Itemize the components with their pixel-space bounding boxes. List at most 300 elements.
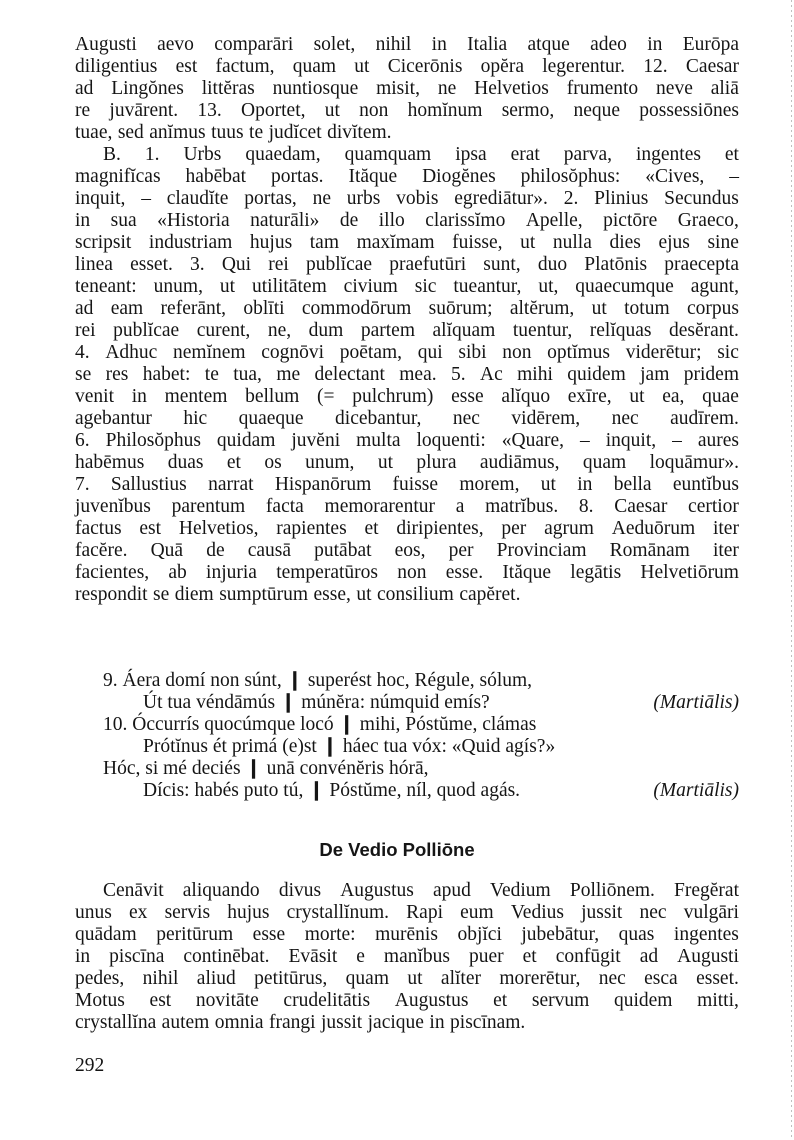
word: relĭquas: [589, 320, 652, 341]
word: ejus: [658, 232, 690, 253]
word: morte:: [304, 924, 356, 945]
word: agunt,: [690, 276, 739, 297]
word: ne: [437, 78, 457, 99]
word: a: [455, 496, 465, 517]
word: Platōnis: [584, 254, 648, 275]
word: agrum: [544, 518, 594, 539]
word: habet:: [142, 364, 191, 385]
word: 7.: [75, 474, 90, 495]
page-edge-shadow: [791, 0, 792, 1140]
word: tuae,: [75, 122, 113, 143]
word: ea,: [662, 386, 685, 407]
text-line: [75, 452, 739, 474]
word: Graeco,: [677, 210, 739, 231]
word: curent,: [196, 320, 251, 341]
word: Diogĕnes: [422, 166, 496, 187]
word: publĭcae: [306, 254, 373, 275]
word: ut: [219, 276, 236, 297]
word: nemĭnem: [173, 342, 246, 363]
word: fuisse,: [452, 232, 503, 253]
word: hujus: [249, 232, 293, 253]
word: cognōvi: [261, 342, 325, 363]
word: facientes,: [75, 562, 150, 583]
word: te: [249, 122, 264, 143]
word: Ităque: [502, 562, 552, 583]
word: esse.: [445, 562, 484, 583]
word: esca: [644, 968, 678, 989]
word: Romānam: [609, 540, 690, 561]
word: 5.: [451, 364, 466, 385]
word: in: [431, 34, 447, 55]
word: esset.: [130, 254, 173, 275]
word: dies: [609, 232, 641, 253]
word: vidērem,: [511, 408, 581, 429]
word: audiāmus,: [479, 452, 560, 473]
word: factum,: [215, 56, 275, 77]
word: suōrum;: [428, 298, 493, 319]
page-number: 292: [75, 1055, 105, 1076]
text-line: [75, 880, 739, 902]
word: –: [672, 430, 682, 451]
word: multa: [356, 430, 401, 451]
word: industriam: [148, 232, 233, 253]
word: Augusti: [677, 946, 739, 967]
word: eam: [110, 298, 144, 319]
word: philosŏphus:: [520, 166, 621, 187]
word: egrediātur».: [454, 188, 548, 209]
word: Sallustius: [110, 474, 187, 495]
word: Helvetios: [474, 78, 549, 99]
word: exīre,: [567, 386, 612, 407]
word: quaedam,: [245, 144, 321, 165]
word: inquit,: [75, 188, 126, 209]
word: divus: [278, 880, 322, 901]
word: bellum: [245, 386, 300, 407]
word: Helvetios,: [178, 518, 259, 539]
section-heading: De Vedio Polliōne: [319, 839, 475, 860]
word: fuisse: [392, 474, 439, 495]
poem-line: [75, 758, 739, 780]
word: aliud: [196, 968, 236, 989]
word: putābat: [314, 540, 372, 561]
word: narrat: [208, 474, 254, 495]
word: tuentur,: [512, 320, 573, 341]
word: desĕrant.: [669, 320, 739, 341]
word: naturāli»: [250, 210, 320, 231]
word: os: [264, 452, 282, 473]
word: eum: [460, 902, 494, 923]
word: et: [724, 144, 739, 165]
text-line: [75, 540, 739, 562]
word: «Quare,: [501, 430, 565, 451]
word: corpus: [686, 298, 739, 319]
poem-attribution: (Martiālis): [653, 692, 739, 713]
word: «Cives,: [645, 166, 705, 187]
word: opĕra: [480, 56, 524, 77]
text-line: [75, 56, 739, 78]
story-text-block: [75, 880, 739, 1034]
word: pulchrum): [352, 386, 434, 407]
word: petitūrus,: [254, 968, 328, 989]
word: (=: [316, 386, 335, 407]
word: dicebantur,: [335, 408, 422, 429]
word: urbs: [346, 188, 381, 209]
word: crystallĭnum.: [286, 902, 389, 923]
word: et: [226, 452, 241, 473]
word: mentem: [164, 386, 228, 407]
word: agebantur: [75, 408, 152, 429]
word: ut: [629, 386, 645, 407]
word: sine: [707, 232, 739, 253]
word: ipsa: [455, 144, 487, 165]
word: Urbs: [183, 144, 222, 165]
word: se: [153, 584, 170, 605]
text-line: [75, 210, 739, 232]
word: ab: [168, 562, 187, 583]
word: neque: [573, 100, 621, 121]
word: nec: [639, 902, 667, 923]
word: juvĕni: [291, 430, 341, 451]
word: puer: [469, 946, 504, 967]
word: objĭci: [457, 924, 502, 945]
word: ingentes: [635, 144, 701, 165]
word: ad: [75, 78, 94, 99]
text-line: [75, 584, 739, 606]
word: portas,: [244, 188, 297, 209]
word: audīrem.: [670, 408, 739, 429]
word: linea: [75, 254, 113, 275]
text-line: [75, 342, 739, 364]
main-text-block: [75, 34, 739, 606]
word: sumptūrum: [219, 584, 309, 605]
word: autem: [161, 1012, 210, 1033]
word: poētam,: [339, 342, 403, 363]
word: judĭcet: [268, 122, 322, 143]
word: civium: [343, 276, 398, 297]
text-line: [75, 408, 739, 430]
word: magnifĭcas: [75, 166, 161, 187]
text-line: [75, 386, 739, 408]
word: optĭmus: [547, 342, 611, 363]
word: commodōrum: [301, 298, 412, 319]
word: quidam: [216, 430, 276, 451]
word: temperatūros: [276, 562, 378, 583]
word: injuria: [206, 562, 257, 583]
text-line: [75, 144, 739, 166]
word: sic: [414, 276, 437, 297]
word: clarissĭmo: [425, 210, 506, 231]
word: unus: [75, 902, 112, 923]
word: ingentes: [673, 924, 739, 945]
word: in: [577, 474, 593, 495]
word: non: [502, 342, 532, 363]
word: quam: [292, 56, 337, 77]
text-line: [75, 902, 739, 924]
word: per: [448, 540, 474, 561]
word: res: [105, 364, 129, 385]
word: et: [493, 990, 508, 1011]
word: illo: [378, 210, 405, 231]
text-line: [75, 968, 739, 990]
word: Aeduōrum: [611, 518, 696, 539]
word: hic: [183, 408, 208, 429]
word: continēbat.: [183, 946, 270, 967]
text-line: [75, 990, 739, 1012]
word: possessiōnes: [639, 100, 739, 121]
poem-line: [75, 736, 739, 758]
word: Secundus: [664, 188, 739, 209]
word: re: [75, 100, 91, 121]
text-line: [75, 232, 739, 254]
word: Cenāvit: [103, 880, 164, 901]
word: servis: [164, 902, 211, 923]
poem-verse: 9. Áera domí non súnt, ❙ superést hoc, Régule, sólum,: [103, 670, 533, 691]
word: atque: [527, 34, 570, 55]
word: Quā: [150, 540, 184, 561]
word: rei: [268, 254, 289, 275]
text-line: [75, 924, 739, 946]
word: Helvetiōrum: [640, 562, 739, 583]
word: comparāri: [214, 34, 294, 55]
word: B.: [103, 144, 121, 165]
poem-verse: Út tua véndāmús ❙ múnĕra: númquid emís?: [143, 692, 490, 713]
word: mihi: [517, 364, 553, 385]
word: esse,: [313, 584, 351, 605]
word: Apelle,: [525, 210, 583, 231]
word: certior: [688, 496, 739, 517]
word: Provinciam: [496, 540, 587, 561]
word: morem,: [459, 474, 520, 495]
word: facta: [265, 496, 304, 517]
word: teneant:: [75, 276, 137, 297]
word: Polliōnem.: [569, 880, 655, 901]
word: frangi: [268, 1012, 316, 1033]
word: 8.: [578, 496, 594, 517]
word: mea.: [399, 364, 437, 385]
text-line: [75, 122, 739, 144]
word: piscīna: [109, 946, 165, 967]
word: praefutūri: [389, 254, 467, 275]
word: 12.: [643, 56, 668, 77]
word: eos,: [394, 540, 426, 561]
word: e: [356, 946, 365, 967]
word: pedes,: [75, 968, 125, 989]
word: quae: [702, 386, 739, 407]
word: tueantur,: [453, 276, 522, 297]
word: legerentur.: [542, 56, 626, 77]
word: parva,: [563, 144, 612, 165]
word: ex: [129, 902, 148, 923]
word: aevo: [157, 34, 194, 55]
word: totum: [624, 298, 670, 319]
word: sunt,: [483, 254, 521, 275]
word: est: [175, 56, 198, 77]
text-line: [75, 298, 739, 320]
word: rapientes: [276, 518, 347, 539]
word: est: [149, 990, 172, 1011]
word: vobis: [396, 188, 439, 209]
word: morerētur,: [499, 968, 581, 989]
word: aliquando: [182, 880, 260, 901]
word: homĭnum: [407, 100, 483, 121]
poem-line: [75, 670, 739, 692]
poem-verse: Hóc, si mé deciés ❙ unā convénĕris hórā,: [103, 758, 429, 779]
text-line: [75, 1012, 739, 1034]
word: habēbat: [185, 166, 247, 187]
word: erat: [510, 144, 540, 165]
word: nec: [611, 408, 639, 429]
word: viderētur;: [625, 342, 702, 363]
word: 3.: [190, 254, 205, 275]
word: claudĭte: [166, 188, 229, 209]
word: jussit: [321, 1012, 363, 1033]
word: me: [276, 364, 301, 385]
word: qui: [417, 342, 443, 363]
word: Qui: [221, 254, 252, 275]
word: mitti,: [697, 990, 739, 1011]
word: Rapi: [406, 902, 443, 923]
text-line: [75, 946, 739, 968]
word: causā: [247, 540, 292, 561]
word: Motus: [75, 990, 125, 1011]
word: 2.: [563, 188, 579, 209]
word: unum,: [305, 452, 355, 473]
word: Caesar: [685, 56, 739, 77]
word: habēmus: [75, 452, 145, 473]
word: ne,: [267, 320, 292, 341]
word: tam: [309, 232, 340, 253]
word: nulla: [552, 232, 592, 253]
word: iter: [712, 540, 739, 561]
word: esse: [451, 386, 484, 407]
word: quidem: [613, 990, 673, 1011]
text-line: [75, 496, 739, 518]
word: venit: [75, 386, 114, 407]
word: Vedium: [490, 880, 551, 901]
word: novitāte: [195, 990, 259, 1011]
word: rei: [75, 320, 96, 341]
text-line: [75, 100, 739, 122]
word: parentum: [171, 496, 246, 517]
word: factus: [75, 518, 122, 539]
word: est: [139, 518, 162, 539]
word: Augusti: [75, 34, 137, 55]
word: Ac: [480, 364, 503, 385]
word: euntĭbus: [672, 474, 739, 495]
word: juvenĭbus: [75, 496, 151, 517]
word: loquenti:: [416, 430, 486, 451]
text-line: [75, 254, 739, 276]
word: Caesar: [614, 496, 668, 517]
word: respondit: [75, 584, 148, 605]
word: nihil: [375, 34, 412, 55]
word: consilium: [376, 584, 454, 605]
text-line: [75, 320, 739, 342]
word: quam: [582, 452, 627, 473]
word: divĭtem.: [327, 122, 392, 143]
word: sua: [110, 210, 137, 231]
word: apud: [433, 880, 471, 901]
word: de: [339, 210, 359, 231]
word: esse: [252, 924, 286, 945]
word: quidem: [567, 364, 626, 385]
word: confūgit: [555, 946, 621, 967]
word: dum: [308, 320, 344, 341]
word: capĕret.: [459, 584, 521, 605]
word: tuus: [211, 122, 244, 143]
word: loquāmur».: [649, 452, 739, 473]
poem-line: [75, 692, 739, 714]
word: esset.: [696, 968, 739, 989]
word: Philosŏphus: [105, 430, 201, 451]
word: et: [522, 946, 537, 967]
word: bella: [613, 474, 652, 495]
word: de: [206, 540, 225, 561]
word: Cicerōnis: [387, 56, 463, 77]
word: legātis: [570, 562, 622, 583]
word: nihil: [142, 968, 179, 989]
word: 13.: [197, 100, 222, 121]
word: memorarentur: [324, 496, 435, 517]
word: alĭter: [440, 968, 481, 989]
word: ut: [540, 474, 556, 495]
word: tua,: [233, 364, 262, 385]
word: oblīti: [243, 298, 285, 319]
word: pridem: [683, 364, 739, 385]
word: diripientes,: [396, 518, 484, 539]
word: non: [397, 562, 427, 583]
word: neve: [656, 78, 693, 99]
word: littĕras: [201, 78, 255, 99]
word: quaeque: [238, 408, 304, 429]
word: sic: [717, 342, 739, 363]
word: –: [580, 430, 590, 451]
word: referānt,: [160, 298, 227, 319]
word: ut: [324, 100, 340, 121]
word: Ităque: [348, 166, 398, 187]
word: et: [364, 518, 379, 539]
word: ut: [354, 56, 370, 77]
word: 1.: [144, 144, 160, 165]
word: pictōre: [603, 210, 658, 231]
word: vulgāri: [683, 902, 739, 923]
word: quas: [618, 924, 655, 945]
word: sibi: [458, 342, 487, 363]
word: Hispanōrum: [274, 474, 372, 495]
word: in: [75, 210, 91, 231]
word: praecepta: [664, 254, 739, 275]
word: Lingŏnes: [111, 78, 184, 99]
word: Italia: [467, 34, 508, 55]
word: matrĭbus.: [485, 496, 559, 517]
word: se: [75, 364, 92, 385]
word: alĭquo: [501, 386, 551, 407]
word: Adhuc: [105, 342, 158, 363]
poem-verse: 10. Óccurrís quocúmque locó ❙ mihi, Póstŭme, clámas: [103, 714, 537, 735]
text-line: [75, 276, 739, 298]
text-line: [75, 430, 739, 452]
word: facĕre.: [75, 540, 128, 561]
word: ut: [520, 232, 536, 253]
word: peritūrum: [156, 924, 234, 945]
word: Plinius: [594, 188, 649, 209]
word: altĕrum,: [509, 298, 575, 319]
poem-line: [75, 780, 739, 802]
word: –: [141, 188, 151, 209]
word: portas.: [271, 166, 324, 187]
word: ne: [312, 188, 331, 209]
poem-block: [75, 670, 739, 802]
